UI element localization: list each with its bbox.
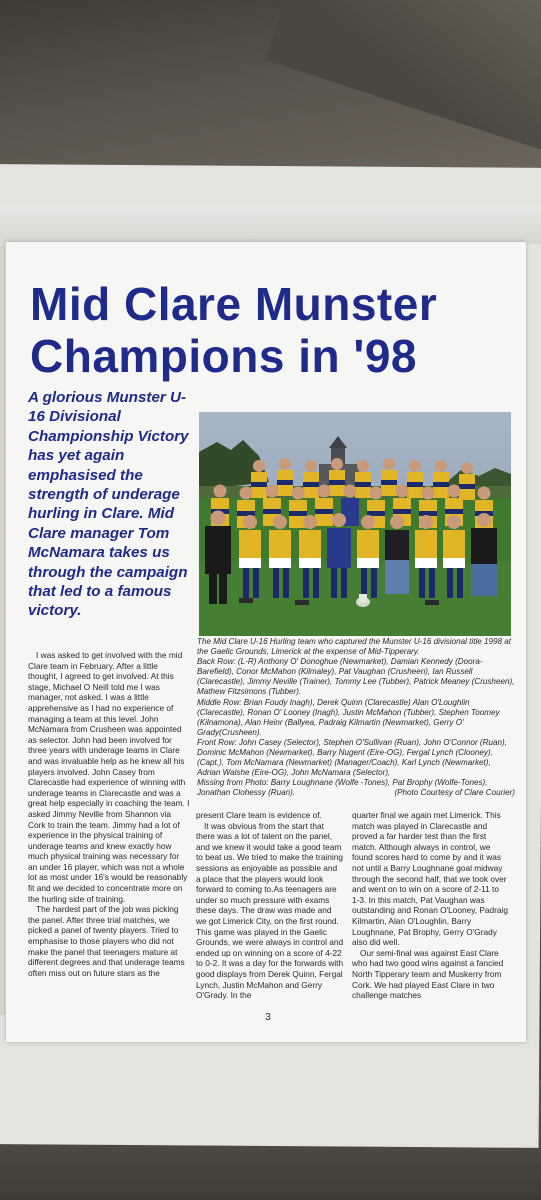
caption-last-name: Jonathan Clohessy (Ruan).: [197, 788, 296, 798]
paragraph: quarter final we again met Limerick. This match was played in Clarecastle and proved a far harder test than the first match. Although always in control, we found scores hard to come by and it was not until a Barry Loughnane goal midway through the second half, that we took over and went on to win on a score of 2-11 to 1-3. In this match, Pat Vaughan was outstanding and Ronan O'Looney, Padraig Kilmartin, Alan O'Loughlin, Barry Loughnane, Pat Brophy, Gerry O'Grady also did well.: [352, 810, 508, 948]
paragraph: The hardest part of the job was picking the panel. After three trial matches, we picked a panel of twenty players. Tried to emphasise to those players who did not make the panel that teenagers mature at different degrees and that underage teams often miss out on future stars as the: [28, 904, 185, 978]
caption-missing: Missing from Photo: Barry Loughnane (Wolfe -Tones), Pat Brophy (Wolfe-Tones),: [197, 778, 488, 788]
caption-credit-row: [197, 788, 515, 798]
body-column-2: [196, 810, 344, 1010]
team-photo: [199, 412, 511, 636]
paragraph: Our semi-final was against East Clare who had two good wins against a fancied North Tipperary team and Muskerry from Cork. We had played East Clare in two challenge matches: [352, 947, 504, 1001]
caption-lead: The Mid Clare U-16 Hurling team who captured the Munster U-16 divisional title 1998 at the Gaelic Grounds, Limerick at the expense of Mid-Tipperary.: [197, 637, 512, 657]
paragraph: present Clare team is evidence of.: [196, 810, 322, 820]
title-line-2: Champions in '98: [30, 330, 418, 382]
page-edge: [0, 245, 5, 1015]
caption-front-row: Front Row: John Casey (Selector), Stephen O'Sullivan (Ruan), John O'Connor (Ruan), Dominic McMahon (Newmarket), Barry Nugent (Eire-OG), Fergal Lynch (Clooney), (Capt.), Tom McNamara (Newmarket) (Manager/Coach), Karl Lynch (Newmarket), Adrian Walshe (Eire-OG), John McNamara (Selector),: [197, 737, 507, 778]
photo-credit: (Photo Courtesy of Clare Courier): [394, 788, 515, 798]
caption-middle-row: Middle Row: Brian Foudy Inagh), Derek Quinn (Clarecastle) Alan O'Loughlin (Clarecastle), Ronan O' Looney (Inagh), Justin McMahon (Tubber), Stephen Toomey (Kilnamona), Alan Heinr (Ballyea, Padraig Kilmartin (Newmarket), Gerry O' Grady(Crusheen).: [197, 697, 500, 737]
article-intro: A glorious Munster U-16 Divisional Championship Victory has yet again emphasised the strength of underage hurling in Clare. Mid Clare manager Tom McNamara takes us through the campaign that led to a famous victory.: [28, 389, 189, 620]
caption-back-row: Back Row: (L-R) Anthony O' Donoghue (Newmarket), Damian Kennedy (Doora-Barefield), Conor McMahon (Kilmaley), Pat Vaughan (Crusheen), Ian Russell (Clarecastle), Jimmy Neville (Trainer), Tommy Lee (Tubber), Patrick Meaney (Crusheen), Mathew Fitzsimons (Tubber).: [197, 657, 515, 697]
back-row-players: [251, 458, 475, 500]
photo-caption: [197, 637, 515, 799]
body-column-1: [28, 650, 190, 1010]
title-line-1: Mid Clare Munster: [30, 278, 438, 330]
sheet-fold: [0, 204, 541, 244]
paragraph: I was asked to get involved with the mid Clare team in February. After a little thought, I agreed to get involved. At this stage, Michael O Neill told me I was manager, not asked. I was a little apprehensive as I had no experience of managing a team at this level. John McNamara from Crusheen was appointed as selector. John had been involved for three years with underage teams in Clare and was invaluable help as he knew all his players involved. John Casey from Clarecastle had experience of winning with underage teams in Clarecastle and was a great help especially in coaching the team. I asked Jimmy Neville from Shannon via Cork to train the team. Jimmy had a lot of experience in the physical training of underage teams and knew exactly how much physical training was necessary for an under 16 player, which was not a whole lot as most under 16's would be reasonably fit and we decided to concentrate more on the hurling side of training.: [28, 650, 190, 904]
article-title: [30, 278, 520, 382]
paragraph: It was obvious from the start that there was a lot of talent on the panel, and we knew it would take a good team to beat us. We tried to make the training sessions as enjoyable as possible and a place that the players would look forward to coming to.As teenagers are under so much pressure with exams these days. The draw was made and we got Limerick City, on the first round. This game was played in the Gaelic Grounds, we were always in control and ended up on winning on a score of 4-22 to 0-2. It was a day for the forwards with good displays from Derek Quinn, Fergal Lynch, Justin McMahon and Gerry O'Grady. In the: [196, 820, 344, 1001]
page-number: 3: [265, 1012, 271, 1023]
body-column-3: [352, 810, 508, 1010]
